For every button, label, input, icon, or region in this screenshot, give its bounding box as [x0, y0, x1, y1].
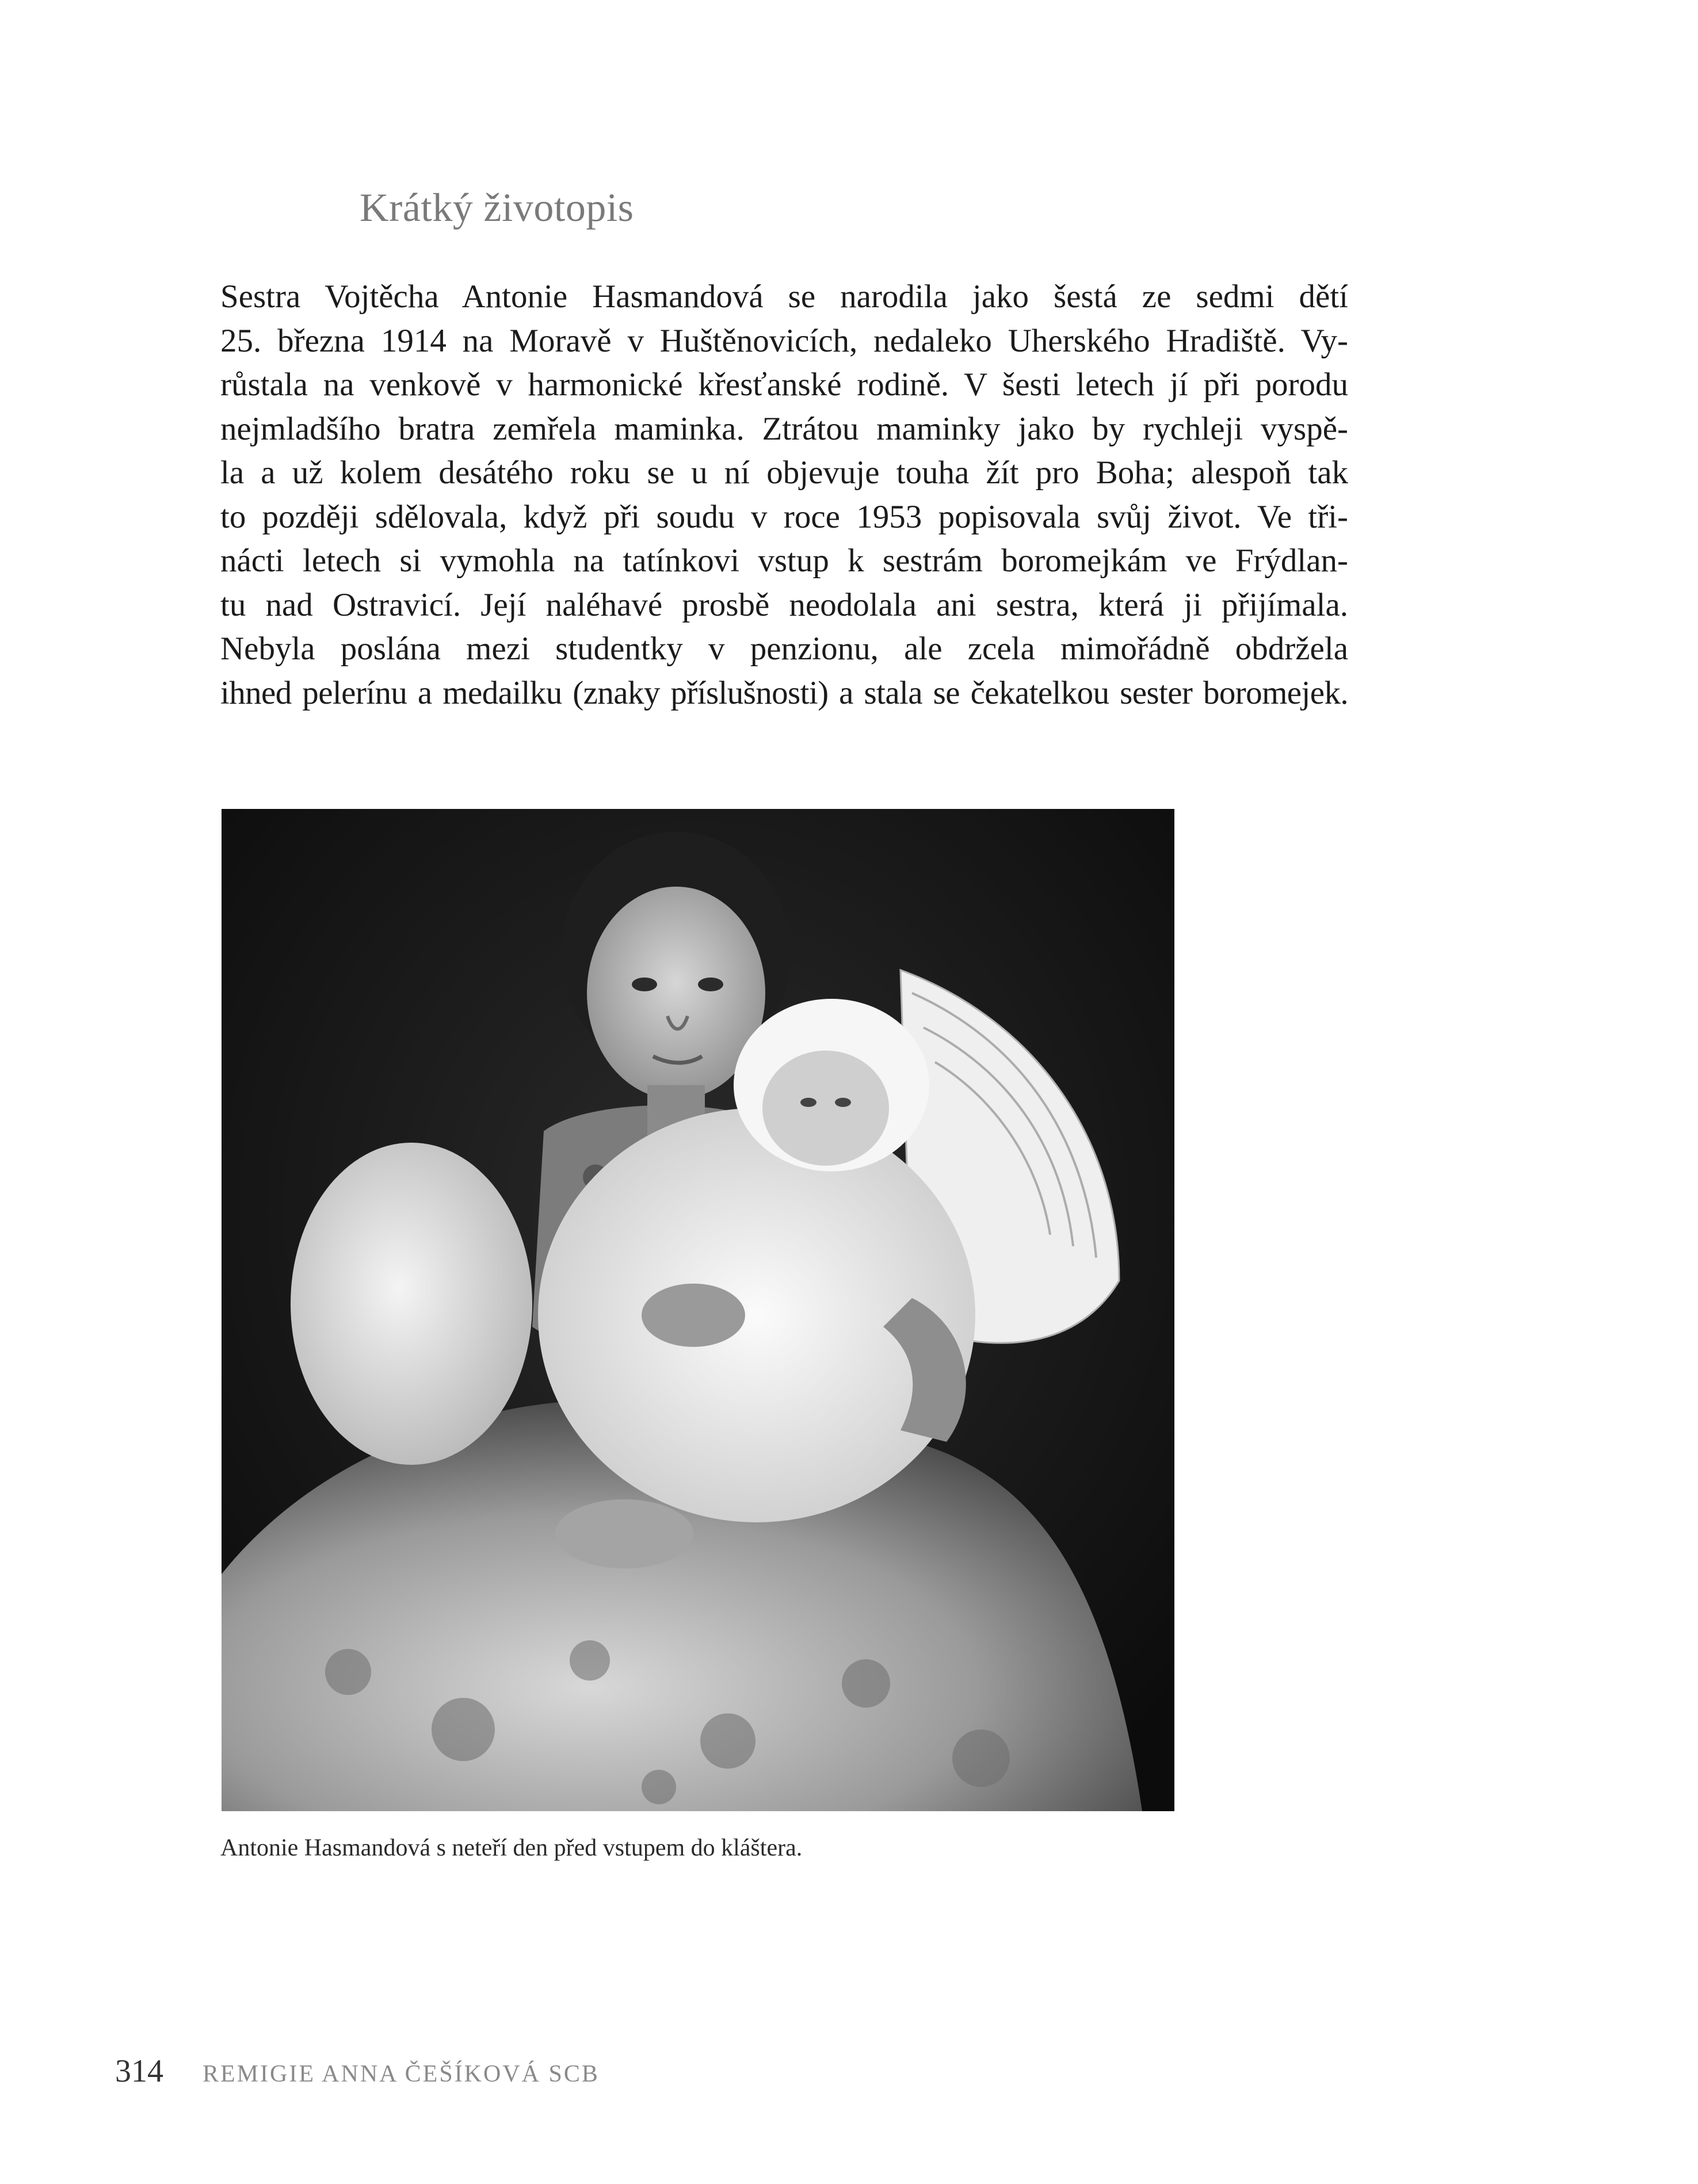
paragraph-line: 25. března 1914 na Moravě v Huštěnovicích, nedaleko Uherského Hradiště. Vy- [220, 322, 1348, 359]
running-head: REMIGIE ANNA ČEŠÍKOVÁ SCB [203, 2061, 600, 2087]
paragraph-line: to později sdělovala, když při soudu v roce 1953 popisovala svůj život. Ve tři- [220, 498, 1348, 535]
paragraph-line: růstala na venkově v harmonické křesťanské rodině. V šesti letech jí při porodu [220, 366, 1348, 403]
paragraph-line: Nebyla poslána mezi studentky v penzionu, ale zcela mimořádně obdržela [220, 631, 1348, 667]
paragraph-line: ihned pelerínu a medailku (znaky příslušnosti) a stala se čekatelkou sester boromejek. [220, 674, 1348, 711]
photo-illustration [222, 809, 1174, 1811]
biography-paragraph [220, 275, 1348, 715]
paragraph-line: la a už kolem desátého roku se u ní objevuje touha žít pro Boha; alespoň tak [220, 455, 1348, 491]
page-number: 314 [115, 2053, 163, 2089]
page-footer [115, 2053, 600, 2093]
historical-photo [222, 809, 1174, 1811]
paragraph-line: nejmladšího bratra zemřela maminka. Ztrátou maminky jako by rychleji vyspě- [220, 410, 1348, 447]
paragraph-line: tu nad Ostravicí. Její naléhavé prosbě neodolala ani sestra, která ji přijímala. [220, 586, 1348, 623]
paragraph-line: nácti letech si vymohla na tatínkovi vstup k sestrám boromejkám ve Frýdlan- [220, 543, 1348, 579]
paragraph-line: Sestra Vojtěcha Antonie Hasmandová se narodila jako šestá ze sedmi dětí [220, 278, 1348, 315]
section-heading: Krátký životopis [360, 186, 634, 230]
photo-caption: Antonie Hasmandová s neteří den před vstupem do kláštera. [220, 1835, 803, 1861]
